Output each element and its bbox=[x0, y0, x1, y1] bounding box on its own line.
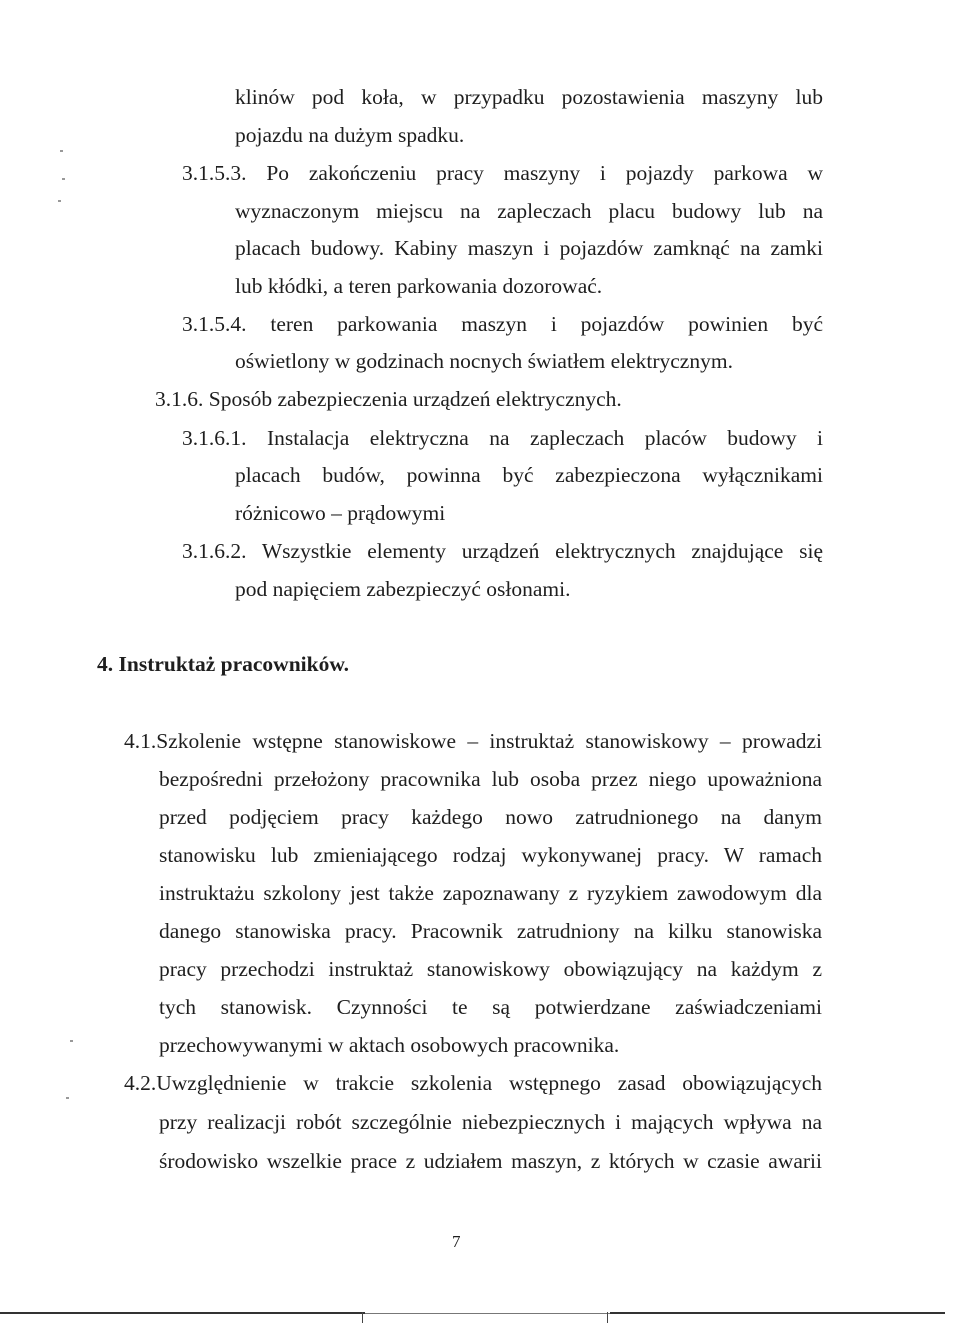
section-heading-4: 4. Instruktaż pracowników. bbox=[97, 652, 350, 676]
scan-edge-tick bbox=[607, 1312, 608, 1323]
text-line: bezpośredni przełożony pracownika lub osoba przez niego upoważniona bbox=[159, 767, 822, 791]
text-line: 3.1.5.4. teren parkowania maszyn i pojazdów powinien być bbox=[182, 312, 823, 336]
scan-speck bbox=[62, 178, 65, 180]
page-number: 7 bbox=[452, 1232, 461, 1251]
section-heading-3-1-6: 3.1.6. Sposób zabezpieczenia urządzeń elektrycznych. bbox=[155, 387, 622, 411]
text-line: przed podjęciem pracy każdego nowo zatrudnionego na danym bbox=[159, 805, 822, 829]
text-line: 3.1.6.2. Wszystkie elementy urządzeń elektrycznych znajdujące się bbox=[182, 539, 823, 563]
text-line: lub kłódki, a teren parkowania dozorować. bbox=[235, 274, 603, 298]
text-line: środowisko wszelkie prace z udziałem maszyn, z których w czasie awarii bbox=[159, 1149, 822, 1173]
scan-speck bbox=[70, 1040, 73, 1042]
text-line: 4.2.Uwzględnienie w trakcie szkolenia wstępnego zasad obowiązujących bbox=[124, 1071, 822, 1095]
text-line: tych stanowisk. Czynności te są potwierdzane zaświadczeniami bbox=[159, 995, 822, 1019]
text-line: instruktażu szkolony jest także zapoznawany z ryzykiem zawodowym dla bbox=[159, 881, 822, 905]
text-line: różnicowo – prądowymi bbox=[235, 501, 446, 525]
scan-edge-line bbox=[0, 1312, 365, 1314]
text-line: przechowywanymi w aktach osobowych pracownika. bbox=[159, 1033, 620, 1057]
text-line: wyznaczonym miejscu na zapleczach placu budowy lub na bbox=[235, 199, 823, 223]
text-line: 3.1.6.1. Instalacja elektryczna na zapleczach placów budowy i bbox=[182, 426, 823, 450]
text-line: danego stanowiska pracy. Pracownik zatrudniony na kilku stanowiska bbox=[159, 919, 822, 943]
scan-edge-tick bbox=[362, 1312, 363, 1323]
text-line: przy realizacji robót szczególnie niebezpiecznych i mających wpływa na bbox=[159, 1110, 822, 1134]
text-line: 4.1.Szkolenie wstępne stanowiskowe – instruktaż stanowiskowy – prowadzi bbox=[124, 729, 822, 753]
text-line: 3.1.5.3. Po zakończeniu pracy maszyny i pojazdy parkowa w bbox=[182, 161, 823, 185]
scan-speck bbox=[58, 200, 61, 202]
text-line: pojazdu na dużym spadku. bbox=[235, 123, 465, 147]
scan-edge-line bbox=[610, 1312, 945, 1314]
text-line: placach budowy. Kabiny maszyn i pojazdów zamknąć na zamki bbox=[235, 236, 823, 260]
scan-speck bbox=[60, 150, 63, 152]
text-line: pracy przechodzi instruktaż stanowiskowy obowiązujący na każdym z bbox=[159, 957, 822, 981]
text-line: oświetlony w godzinach nocnych światłem elektrycznym. bbox=[235, 349, 733, 373]
text-line: stanowisku lub zmieniającego rodzaj wykonywanej pracy. W ramach bbox=[159, 843, 822, 867]
text-line: pod napięciem zabezpieczyć osłonami. bbox=[235, 577, 571, 601]
scan-speck bbox=[66, 1097, 69, 1099]
text-line: klinów pod koła, w przypadku pozostawienia maszyny lub bbox=[235, 85, 823, 109]
scan-edge-line bbox=[365, 1313, 610, 1314]
text-line: placach budów, powinna być zabezpieczona wyłącznikami bbox=[235, 463, 823, 487]
